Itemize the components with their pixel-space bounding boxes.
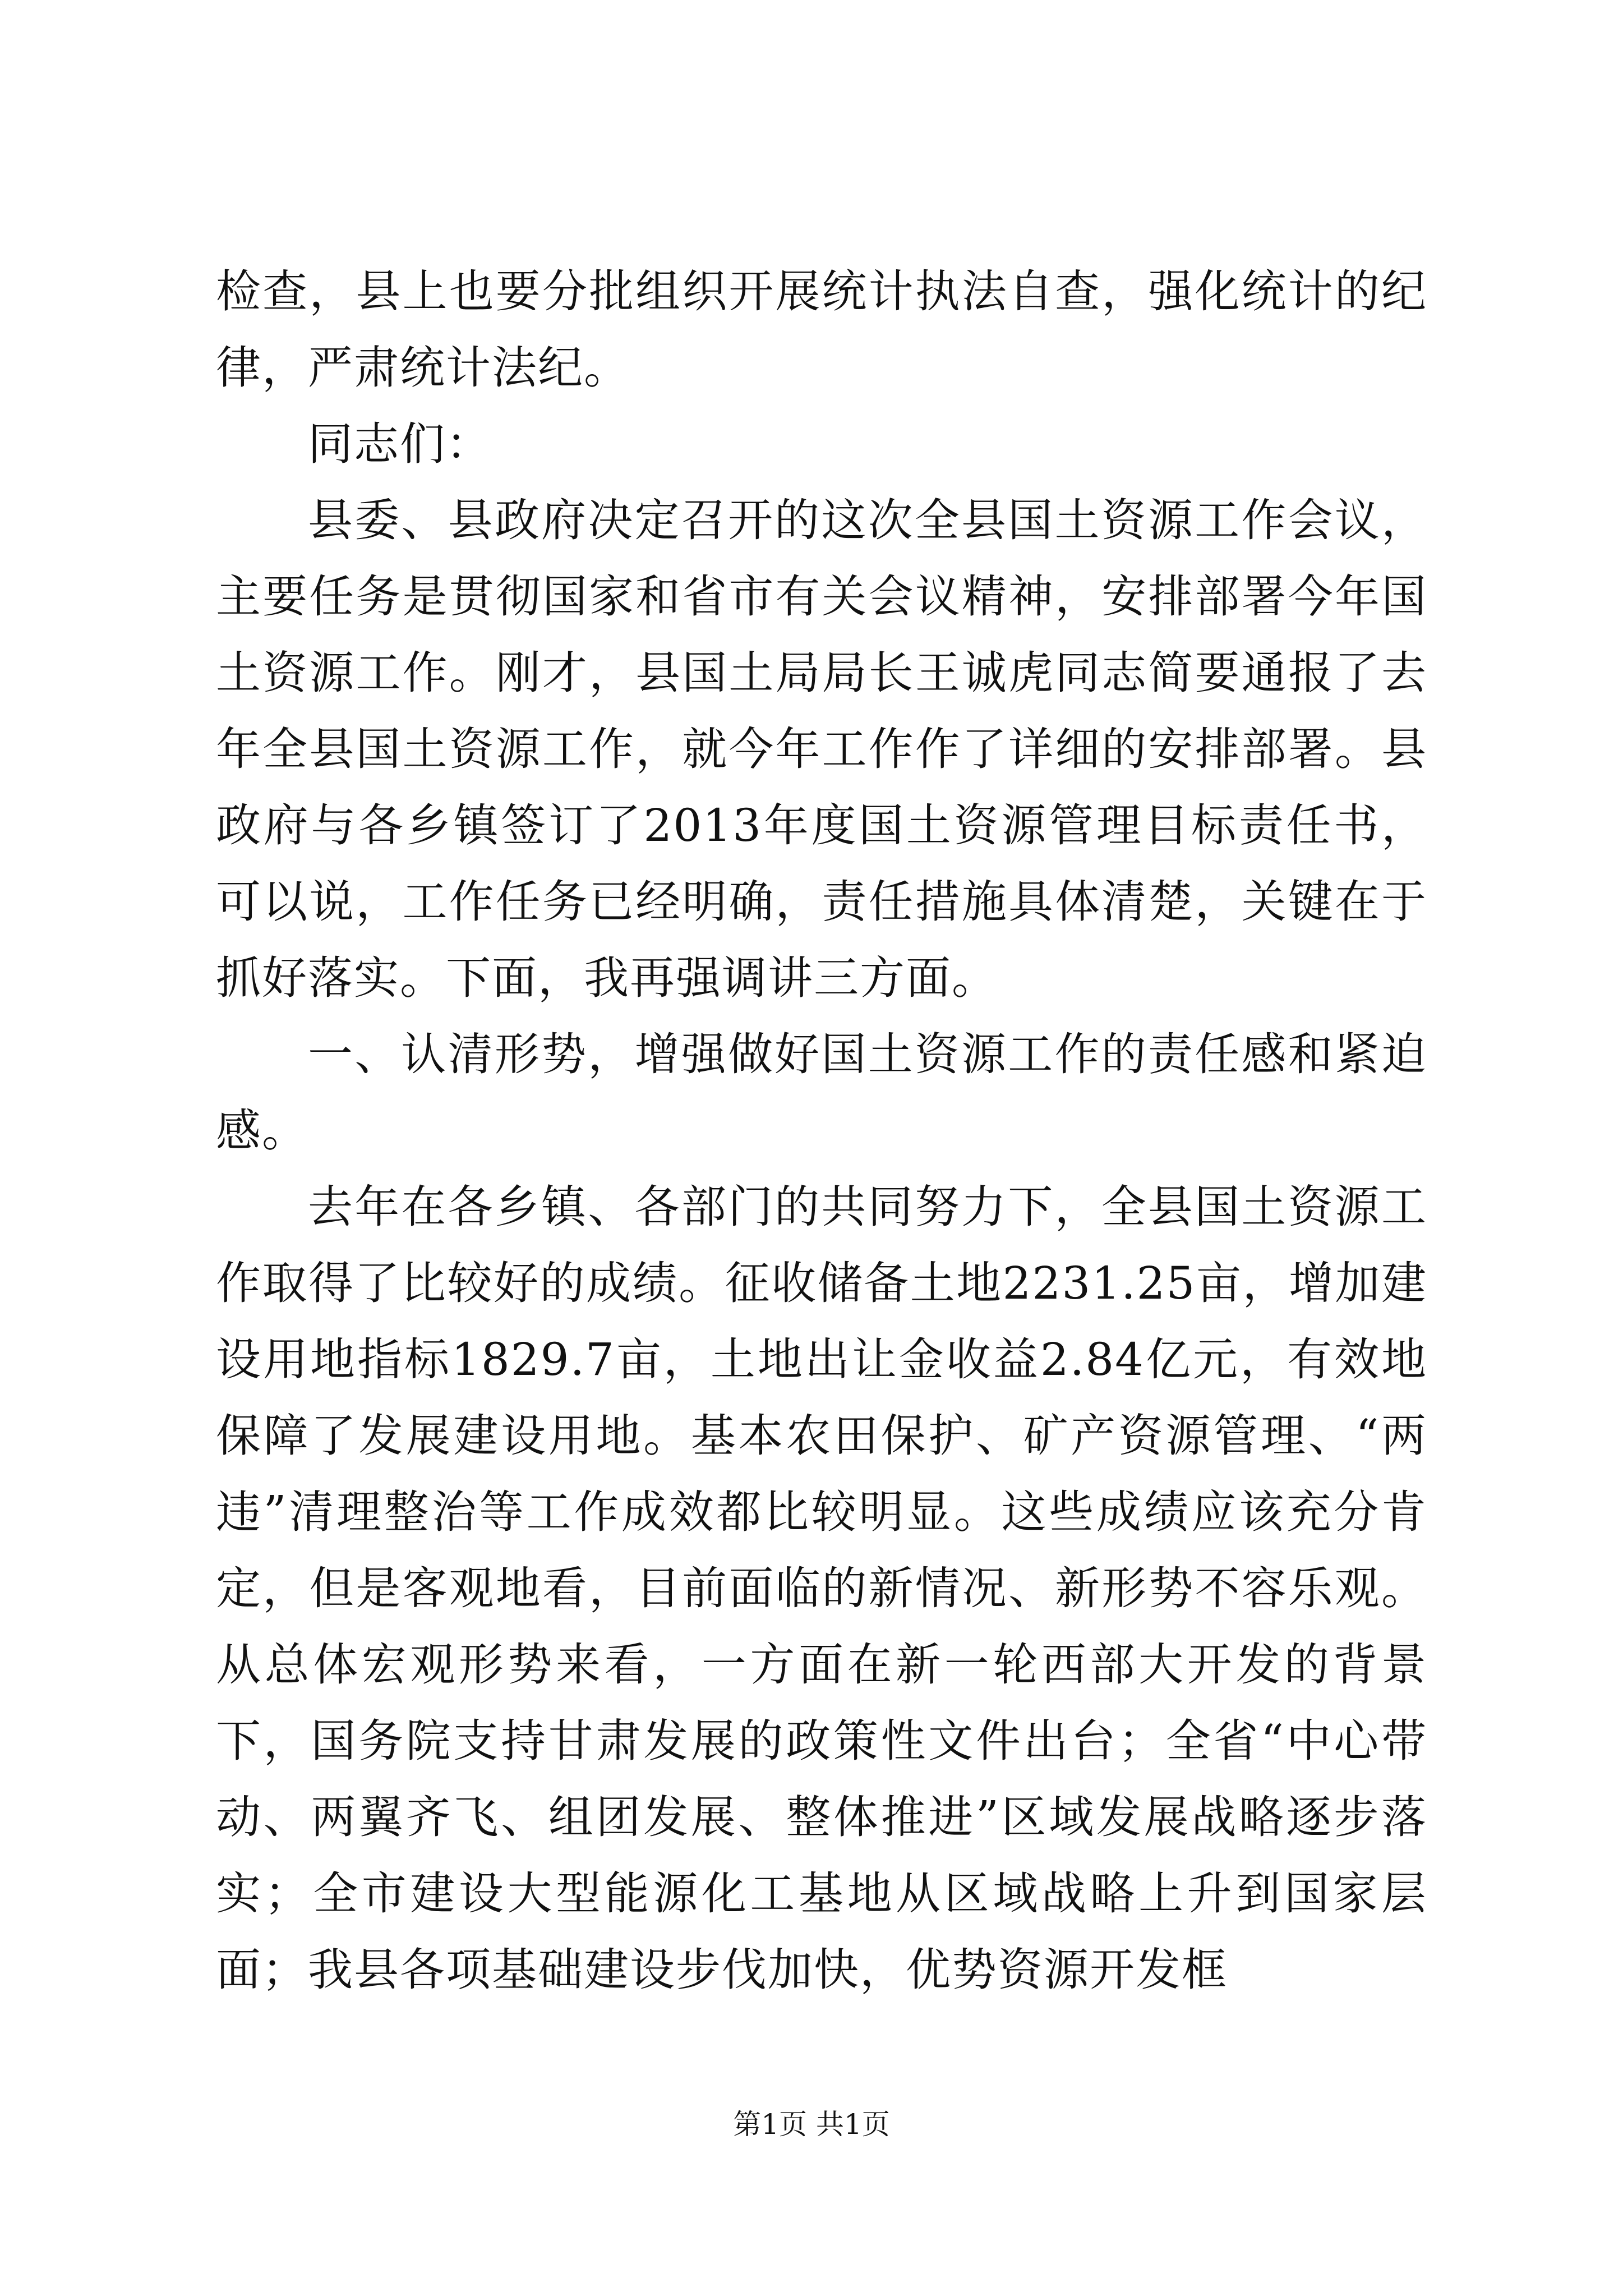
paragraph-5: 去年在各乡镇、各部门的共同努力下，全县国土资源工作取得了比较好的成绩。征收储备土地2231.25亩，增加建设用地指标1829.7亩，土地出让金收益2.84亿元，有效地保障了发展建设用地。基本农田保护、矿产资源管理、“两违”清理整治等工作成效都比较明显。这些成绩应该充分肯定，但是客观地看，目前面临的新情况、新形势不容乐观。从总体宏观形势来看，一方面在新一轮西部大开发的背景下，国务院支持甘肃发展的政策性文件出台；全省“中心带动、两翼齐飞、组团发展、整体推进”区域发展战略逐步落实；全市建设大型能源化工基地从区域战略上升到国家层面；我县各项基础建设步伐加快，优势资源开发框 [216,1181,1427,1996]
paragraph-4: 一、认清形势，增强做好国土资源工作的责任感和紧迫感。 [216,1028,1427,1157]
paragraph-1: 检查，县上也要分批组织开展统计执法自查，强化统计的纪律，严肃统计法纪。 [216,265,1427,394]
document-body [216,254,1427,2008]
page-footer: 第1页 共1页 [733,2108,890,2141]
paragraph-3: 县委、县政府决定召开的这次全县国土资源工作会议，主要任务是贯彻国家和省市有关会议精神，安排部署今年国土资源工作。刚才，县国土局局长王诚虎同志简要通报了去年全县国土资源工作，就今年工作作了详细的安排部署。县政府与各乡镇签订了2013年度国土资源管理目标责任书，可以说，工作任务已经明确，责任措施具体清楚，关键在于抓好落实。下面，我再强调讲三方面。 [216,494,1427,1004]
paragraph-2: 同志们： [308,418,492,470]
